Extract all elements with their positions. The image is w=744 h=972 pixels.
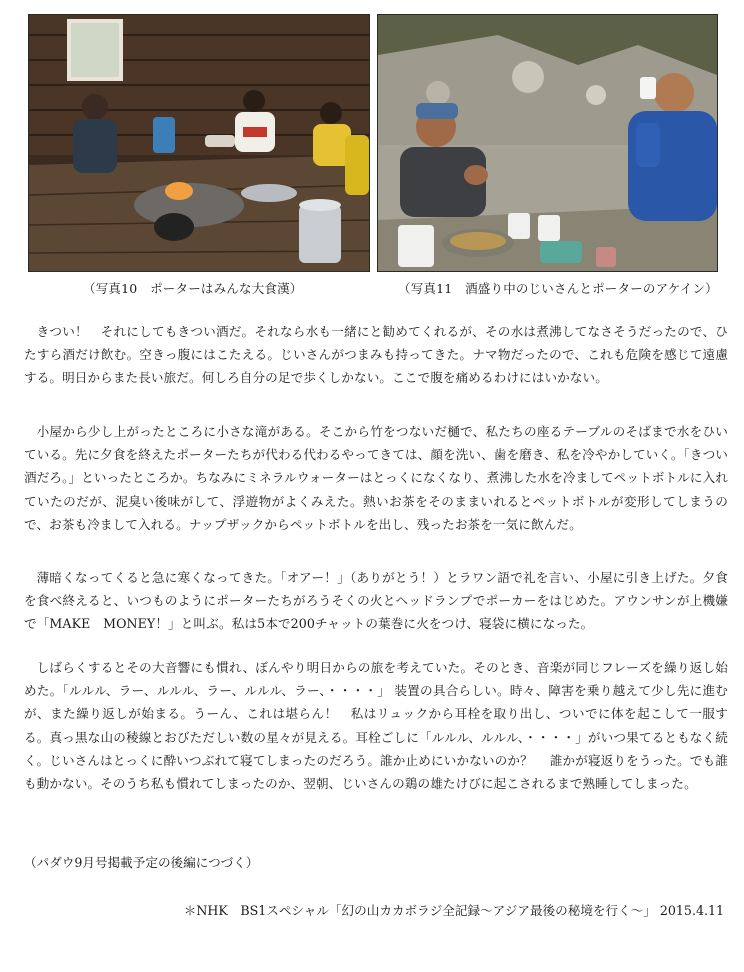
photo-old-man-and-porter-image — [378, 15, 717, 271]
photo-caption-11: （写真11 酒盛り中のじいさんとポーターのアケイン） — [398, 281, 718, 296]
photo-porters-eating — [28, 14, 370, 272]
photo-old-man-and-porter — [377, 14, 718, 272]
photo-porters-eating-image — [29, 15, 369, 271]
body-paragraph-3: 薄暗くなってくると急に寒くなってきた。「オアー！」（ありがとう！）とラワン語で礼を言い、小屋に引き上げた。夕食を食べ終えると、いつものようにポーターたちがろうそくの火とヘッドランプでポーカーをはじめた。アウンサンが上機嫌で「MAKE MONEY！」と叫ぶ。私は5本で200チャットの葉巻に火をつけ、寝袋に横になった。 — [24, 570, 728, 632]
body-paragraph-1: きつい！ それにしてもきつい酒だ。それなら水も一緒にと勧めてくれるが、その水は煮沸してなさそうだったので、ひたすら酒だけ飲む。空きっ腹にはこたえる。じいさんがつまみも持ってきた。ナマ物だったので、これも危険を感じて遠慮する。明日からまた長い旅だ。何しろ自分の足で歩くしかない。ここで腹を痛めるわけにはいかない。 — [24, 324, 728, 386]
to-be-continued-note: （パダウ9月号掲載予定の後編につづく） — [24, 855, 259, 870]
body-paragraph-2: 小屋から少し上がったところに小さな滝がある。そこから竹をつないだ樋で、私たちの座るテーブルのそばまで水をひいている。先に夕食を終えたポーターたちが代わる代わるやってきては、顔を洗い、歯を磨き、私を冷やかしていく。「きつい酒だろ。」といったところか。ちなみにミネラルウォーターはとっくになくなり、煮沸した水を冷ましてペットボトルに入れていたのだが、泥臭い後味がして、浮遊物がよくみえた。熱いお茶をそのままいれるとペットボトルが変形してしまうので、お茶も冷まして入れる。ナップザックからペットボトルを出し、残ったお茶を一気に飲んだ。 — [24, 424, 728, 532]
photo-caption-10: （写真10 ポーターはみんな大食漢） — [83, 281, 303, 296]
source-credit: ＊NHK BS1スペシャル「幻の山カカボラジ全記録～アジア最後の秘境を行く～」 2015.4.11 — [183, 903, 724, 918]
body-paragraph-4: しばらくするとその大音響にも慣れ、ぼんやり明日からの旅を考えていた。そのとき、音楽が同じフレーズを繰り返し始めた。「ルルル、ラー、ルルル、ラー、ルルル、ラー、・・・・」 装置の具合らしい。時々、障害を乗り越えて少し先に進むが、また繰り返しが始まる。うーん、これは堪らん！ 私はリュックから耳栓を取り出し、ついでに体を起こして一服する。真っ黒な山の稜線とおびただしい数の星々が見える。耳栓ごしに「ルルル、ルルル、・・・・」がいつ果てるともなく続く。じいさんはとっくに酔いつぶれて寝てしまったのだろう。誰か止めにいかないのか？ 誰かが寝返りをうった。でも誰も動かない。そのうち私も慣れてしまったのか、翌朝、じいさんの鶏の雄たけびに起こされるまで熟睡してしまった。 — [24, 660, 728, 792]
